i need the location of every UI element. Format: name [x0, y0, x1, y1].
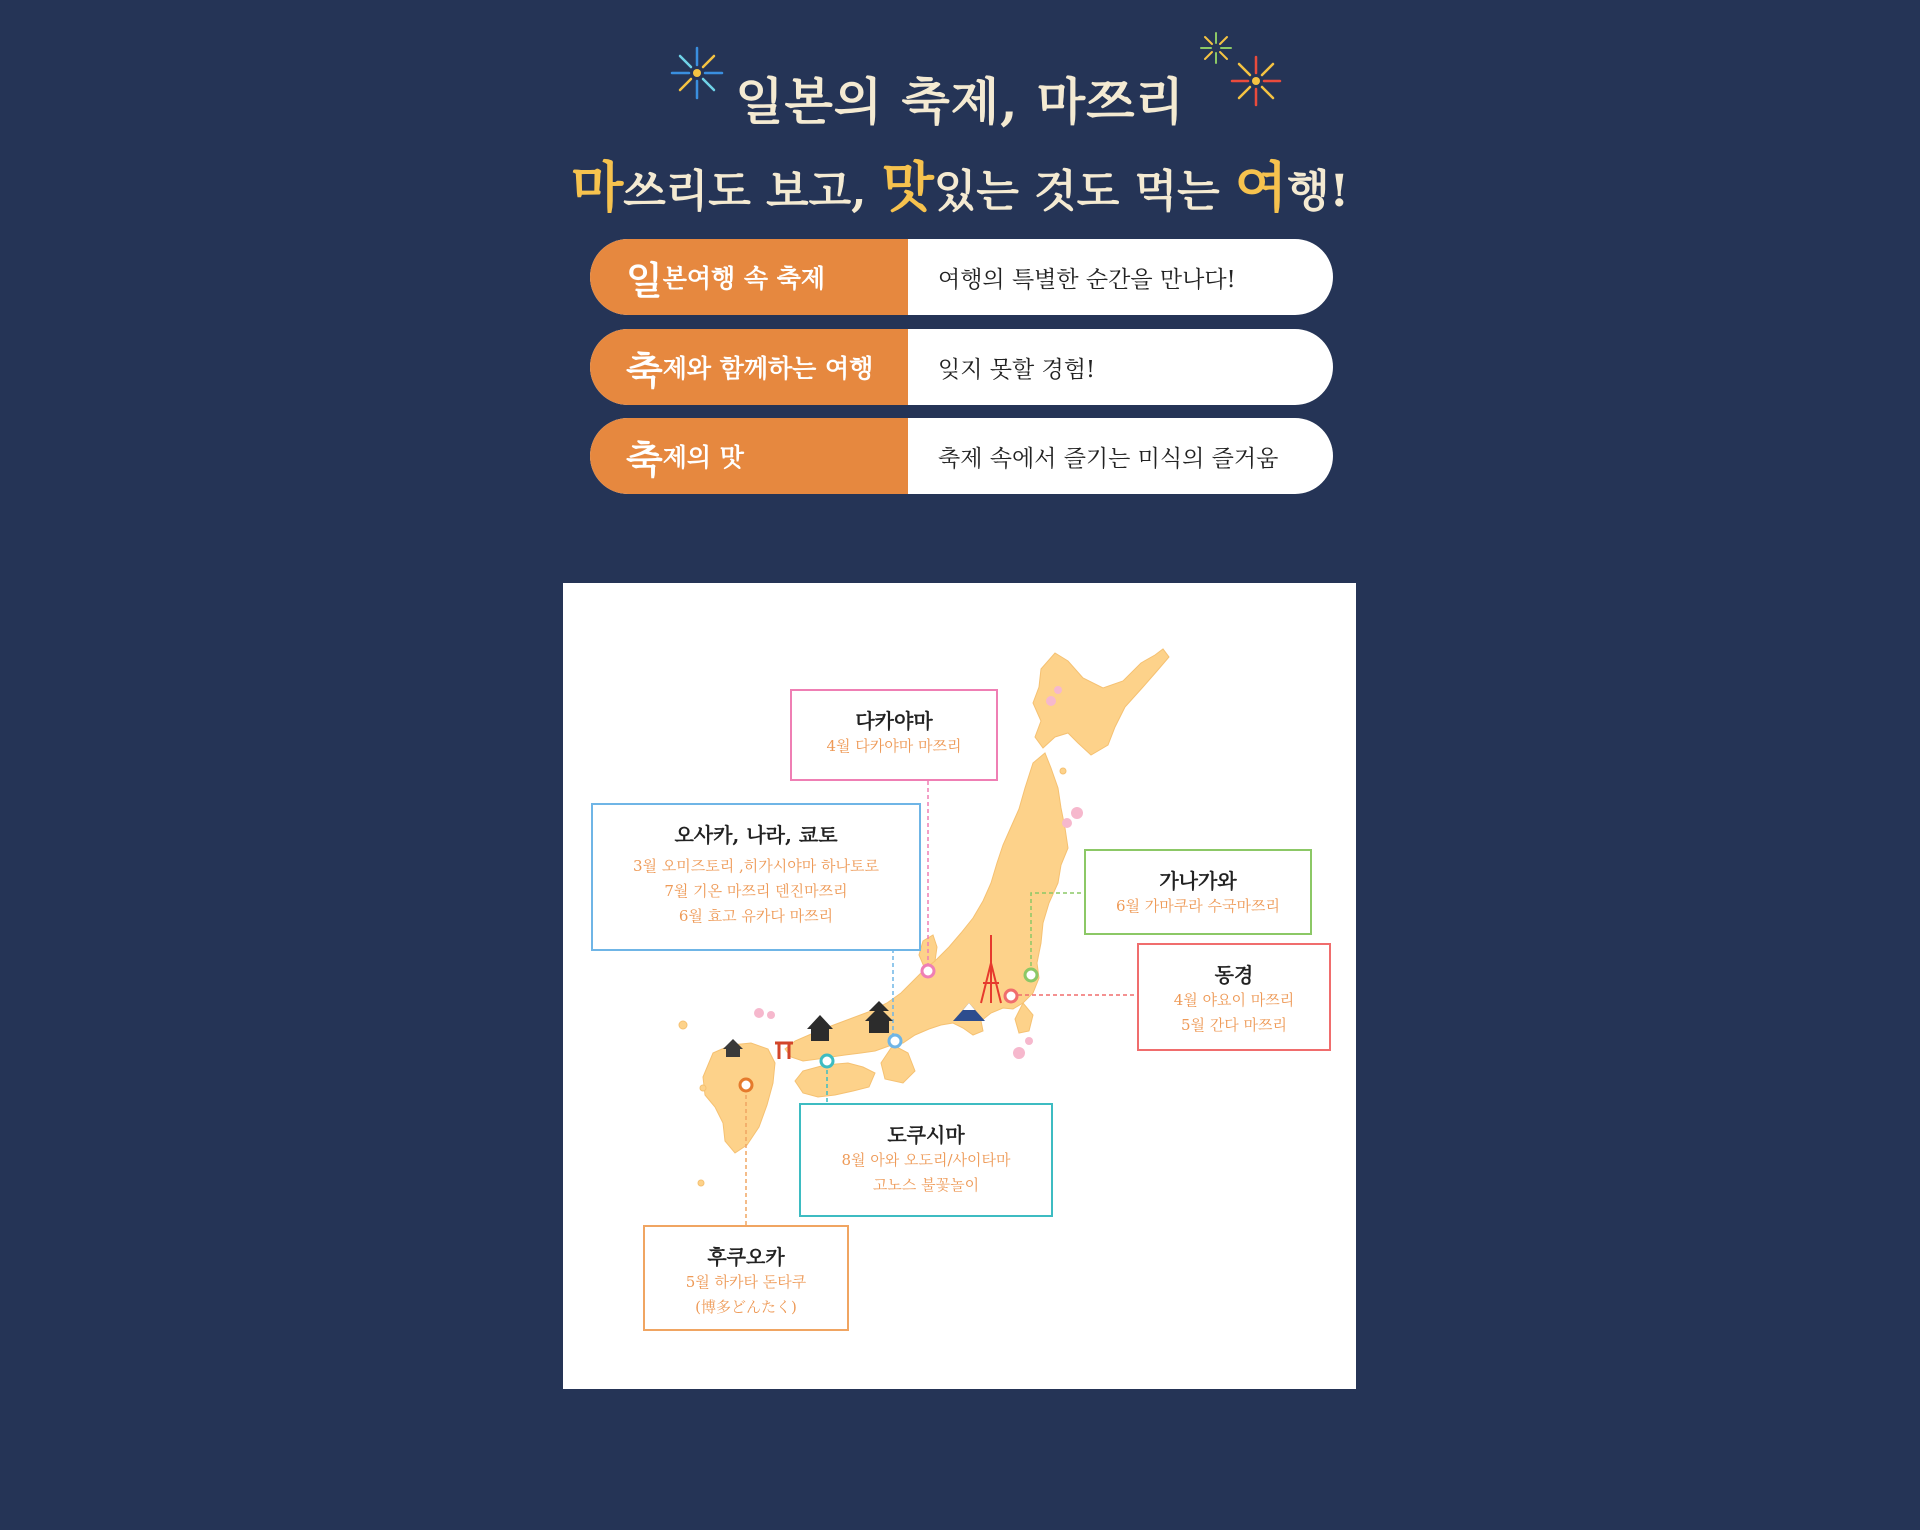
location-name: 동경	[1214, 963, 1254, 987]
subtitle-text-1: 쓰리도 보고,	[623, 166, 882, 217]
cherry-blossom-icon	[767, 1011, 775, 1019]
feature-pill-label	[590, 418, 908, 494]
location-box-kanazawa	[1084, 849, 1312, 935]
subtitle-highlight-1: 마	[571, 155, 624, 219]
cherry-blossom-icon	[1025, 1037, 1033, 1045]
feature-pill-1	[590, 239, 1333, 315]
subtitle-highlight-2: 맛	[881, 155, 934, 219]
location-event: 7월 기온 마쯔리 덴진마쯔리	[664, 882, 848, 900]
feature-pill-title: 제의 맛	[662, 443, 744, 472]
feature-pill-label	[590, 329, 908, 405]
shrine-icon	[723, 1039, 743, 1057]
cherry-blossom-icon	[1071, 807, 1083, 819]
feature-pill-description: 여행의 특별한 순간을 만나다!	[938, 266, 1236, 293]
location-event: 4월 야요이 마쯔리	[1173, 991, 1295, 1009]
feature-pill-initial: 축	[626, 436, 663, 482]
feature-pill-description: 잊지 못할 경험!	[938, 356, 1096, 383]
takayama-marker	[922, 965, 934, 977]
cherry-blossom-icon	[1062, 818, 1072, 828]
location-box-tokushima	[799, 1103, 1053, 1217]
feature-pill-title: 본여행 속 축제	[662, 264, 826, 293]
location-event: 5월 간다 마쯔리	[1180, 1016, 1288, 1034]
location-box-tokyo	[1137, 943, 1331, 1051]
location-name: 다카야마	[855, 709, 933, 733]
small-island	[700, 1085, 706, 1091]
shikoku-island	[795, 1063, 875, 1097]
fukuoka-marker	[740, 1079, 752, 1091]
kanazawa-marker	[1025, 969, 1037, 981]
cherry-blossom-icon	[1054, 686, 1062, 694]
kyushu-island	[703, 1043, 775, 1153]
feature-pill-2	[590, 329, 1333, 405]
subtitle-text-2: 있는 것도 먹는	[933, 166, 1235, 217]
torii-gate-icon	[775, 1043, 793, 1059]
location-event: 6월 효고 유카다 마쯔리	[678, 907, 834, 925]
location-name: 후쿠오카	[707, 1245, 785, 1269]
location-event: 8월 아와 오도리/사이타마	[841, 1151, 1011, 1169]
tokyo-marker	[1005, 990, 1017, 1002]
location-event: 4월 다카야마 마쯔리	[826, 737, 962, 755]
location-name: 가나가와	[1159, 869, 1237, 893]
location-name: 오사카, 나라, 쿄토	[674, 823, 838, 847]
feature-pill-label	[590, 239, 908, 315]
small-island	[1060, 768, 1066, 774]
feature-pill-3	[590, 418, 1333, 494]
cherry-blossom-icon	[1013, 1047, 1025, 1059]
location-event: 3월 오미즈토리 ,히가시야마 하나토로	[633, 857, 879, 875]
feature-pill-description: 축제 속에서 즐기는 미식의 즐거움	[938, 445, 1279, 472]
page-subtitle	[0, 145, 1920, 222]
location-name: 도쿠시마	[887, 1123, 965, 1147]
cherry-blossom-icon	[754, 1008, 764, 1018]
location-event: (博多どんたく)	[695, 1298, 797, 1316]
osaka-marker	[889, 1035, 901, 1047]
location-event: 고노스 불꽃놀이	[872, 1176, 980, 1194]
feature-pill-title: 제와 함께하는 여행	[662, 354, 874, 383]
subtitle-text-3: 행!	[1287, 166, 1349, 217]
subtitle-highlight-3: 여	[1234, 155, 1288, 219]
feature-pill-initial: 일	[626, 257, 663, 303]
feature-pill-initial: 축	[626, 347, 663, 393]
cherry-blossom-icon	[1046, 696, 1056, 706]
tokushima-marker	[821, 1055, 833, 1067]
small-island	[698, 1180, 704, 1186]
location-event: 6월 가마쿠라 수국마쯔리	[1116, 897, 1280, 915]
small-island	[679, 1021, 687, 1029]
page-title: 일본의 축제, 마쯔리	[735, 72, 1185, 131]
kii-peninsula	[881, 1045, 915, 1083]
location-event: 5월 하카타 돈타쿠	[685, 1273, 807, 1291]
location-box-osaka	[591, 803, 921, 951]
location-box-fukuoka	[643, 1225, 849, 1331]
boso-peninsula	[1015, 1003, 1033, 1033]
firework-icon-right-small	[1200, 32, 1232, 64]
location-box-takayama	[790, 689, 998, 781]
japan-map-card	[563, 583, 1356, 1389]
